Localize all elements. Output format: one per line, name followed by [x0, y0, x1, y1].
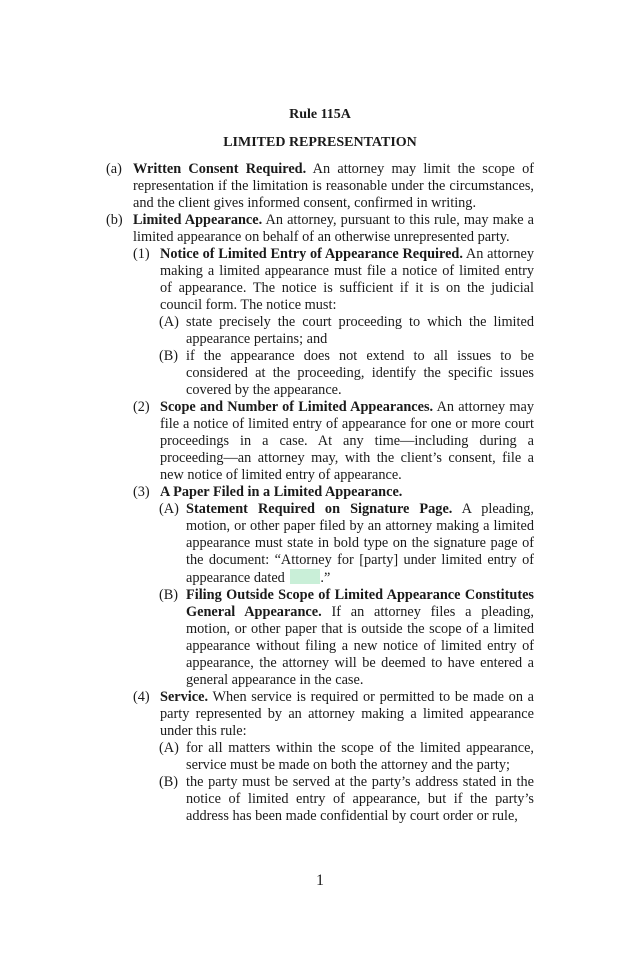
subparagraph-b4B	[106, 774, 534, 825]
subparagraph-b1A-text: state precisely the court proceeding to which the limited appearance pertains; and	[186, 314, 534, 347]
section-b	[106, 212, 534, 246]
subparagraph-b3A-text: A pleading, motion, or other paper filed by an attorney making a limited appearance must state in bold type on the signature page of the document: “Attorney for [party] under limited entry of appearance dated	[186, 501, 534, 586]
section-a-heading: Written Consent Required.	[133, 161, 307, 177]
section-b-label: (b)	[106, 212, 123, 228]
subparagraph-b3B	[106, 587, 534, 689]
subparagraph-b1A-label: (A)	[159, 314, 179, 330]
subparagraph-b3B-text: If an attorney files a pleading, motion, or other paper that is outside the scope of a limited appearance without filing a new notice of limited entry of appearance, the attorney will be deemed to have entered a general appearance in the case.	[186, 604, 534, 688]
paragraph-b2	[106, 399, 534, 484]
paragraph-b4-text: When service is required or permitted to be made on a party represented by an attorney making a limited appearance under this rule:	[160, 689, 534, 739]
paragraph-b4-label: (4)	[133, 689, 150, 705]
section-a-label: (a)	[106, 161, 122, 177]
subparagraph-b4A-label: (A)	[159, 740, 179, 756]
paragraph-b3	[106, 484, 534, 501]
date-blank-field[interactable]	[290, 569, 320, 584]
subparagraph-b4B-label: (B)	[159, 774, 179, 790]
subparagraph-b1B-label: (B)	[159, 348, 179, 364]
rule-body	[106, 161, 534, 825]
subparagraph-b1A	[106, 314, 534, 348]
paragraph-b3-label: (3)	[133, 484, 150, 500]
paragraph-b4-heading: Service.	[160, 689, 209, 705]
paragraph-b1-label: (1)	[133, 246, 150, 262]
subparagraph-b3A	[106, 501, 534, 587]
rule-number: Rule 115A	[289, 107, 351, 122]
subparagraph-b4A	[106, 740, 534, 774]
subparagraph-b3B-heading: Filing Outside Scope of Limited Appearance Constitutes General Appearance.	[186, 587, 534, 620]
paragraph-b4	[106, 689, 534, 740]
section-a-text: An attorney may limit the scope of representation if the limitation is reasonable under the circumstances, and the client gives informed consent, confirmed in writing.	[133, 161, 534, 211]
subparagraph-b3A-text-end: .”	[320, 570, 331, 586]
paragraph-b2-heading: Scope and Number of Limited Appearances.	[160, 399, 434, 415]
subparagraph-b1B-text: if the appearance does not extend to all issues to be considered at the proceeding, identify the specific issues covered by the appearance.	[186, 348, 534, 398]
paragraph-b1-heading: Notice of Limited Entry of Appearance Required.	[160, 246, 463, 262]
subparagraph-b4B-text: the party must be served at the party’s address stated in the notice of limited entry of appearance, but if the party’s address has been made confidential by court order or rule,	[186, 774, 534, 824]
subparagraph-b3A-heading: Statement Required on Signature Page.	[186, 501, 453, 517]
paragraph-b2-label: (2)	[133, 399, 150, 415]
subparagraph-b1B	[106, 348, 534, 399]
subparagraph-b4A-text: for all matters within the scope of the limited appearance, service must be made on both the attorney and the party;	[186, 740, 534, 773]
paragraph-b1	[106, 246, 534, 314]
section-b-text: An attorney, pursuant to this rule, may make a limited appearance on behalf of an otherwise unrepresented party.	[133, 212, 535, 245]
paragraph-b3-heading: A Paper Filed in a Limited Appearance.	[160, 484, 403, 500]
rule-title: LIMITED REPRESENTATION	[223, 135, 417, 150]
section-b-heading: Limited Appearance.	[133, 212, 263, 228]
paragraph-b2-text: An attorney may file a notice of limited entry of appearance for one or more court proceedings in a case. At any time—including during a proceeding—an attorney may, with the client’s consent, file a new notice of limited entry of appearance.	[160, 399, 534, 483]
subparagraph-b3A-label: (A)	[159, 501, 179, 517]
subparagraph-b3B-label: (B)	[159, 587, 179, 603]
paragraph-b1-text: An attorney making a limited appearance must file a notice of limited entry of appearance. The notice is sufficient if it is on the judicial council form. The notice must:	[160, 246, 534, 313]
page-number: 1	[316, 872, 324, 889]
section-a	[106, 161, 534, 212]
